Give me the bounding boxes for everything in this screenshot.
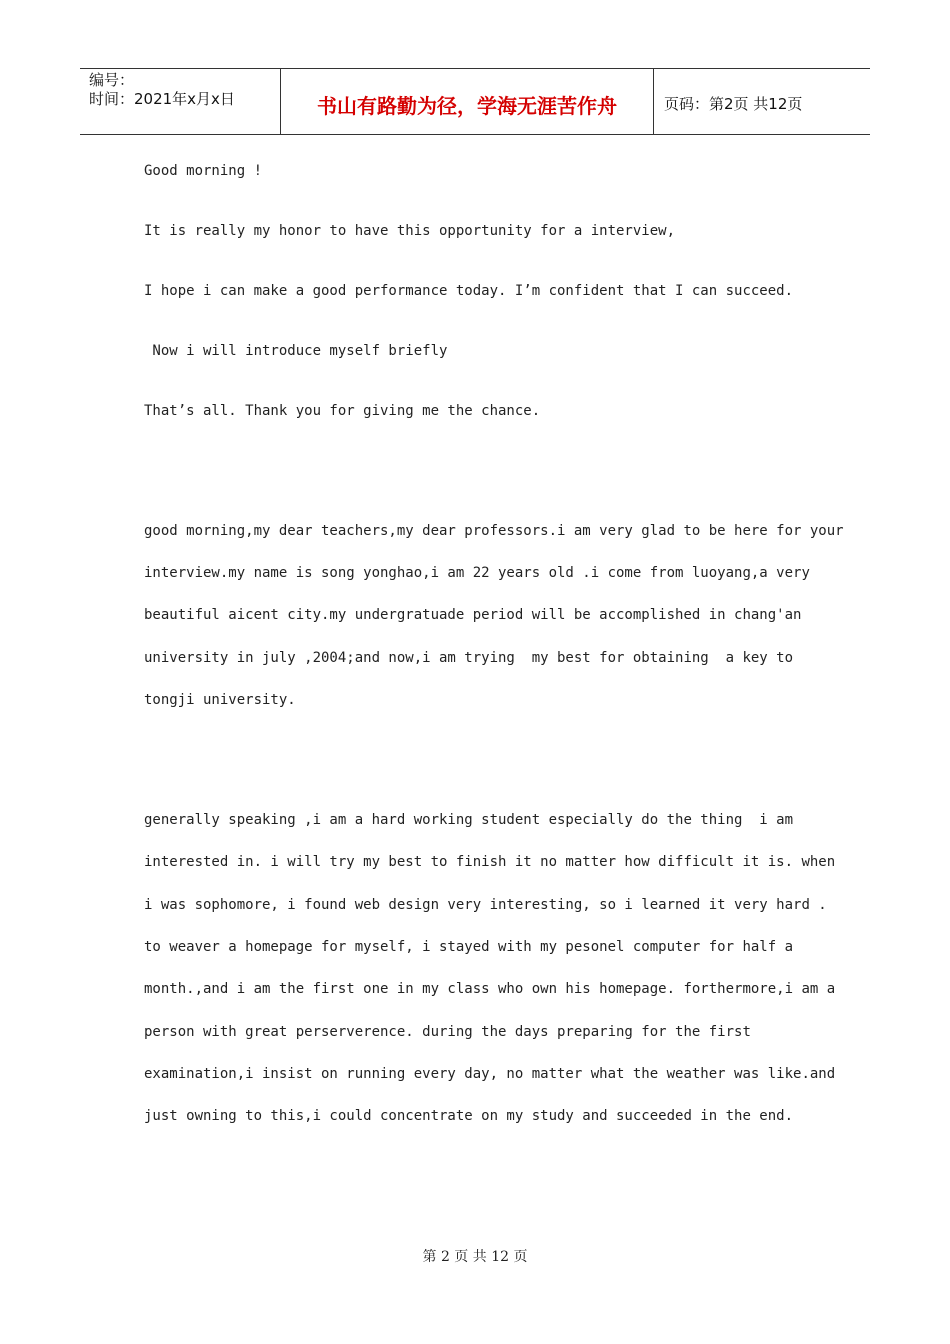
text-line: person with great perserverence. during the days preparing for the first	[144, 1024, 751, 1040]
page-header	[80, 68, 870, 135]
header-meta-cell	[80, 69, 281, 134]
header-page-info: 页码：第2页 共12页	[664, 95, 803, 113]
page-footer: 第 2 页 共 12 页	[422, 1249, 528, 1265]
text-line: month.,and i am the first one in my class who own his homepage. forthermore,i am a	[144, 981, 836, 997]
text-line: examination,i insist on running every day, no matter what the weather was like.and	[144, 1066, 836, 1082]
text-line: generally speaking ,i am a hard working student especially do the thing i am	[144, 812, 794, 828]
text-line: interested in. i will try my best to finish it no matter how difficult it is. when	[144, 854, 836, 870]
text-line: i was sophomore, i found web design very interesting, so i learned it very hard .	[144, 897, 827, 913]
text-line: Good morning !	[144, 163, 263, 179]
text-line: just owning to this,i could concentrate on my study and succeeded in the end.	[144, 1108, 794, 1124]
text-line: Now i will introduce myself briefly	[144, 343, 448, 359]
text-line: university in july ,2004;and now,i am trying my best for obtaining a key to	[144, 650, 794, 666]
text-line: interview.my name is song yonghao,i am 22 years old .i come from luoyang,a very	[144, 565, 810, 581]
text-line: tongji university.	[144, 692, 296, 708]
text-line: I hope i can make a good performance today. I’m confident that I can succeed.	[144, 283, 794, 299]
text-line: That’s all. Thank you for giving me the chance.	[144, 403, 541, 419]
document-time-label: 时间：2021年x月x日	[89, 90, 235, 108]
text-line: It is really my honor to have this opportunity for a interview,	[144, 223, 676, 239]
text-line: good morning,my dear teachers,my dear professors.i am very glad to be here for your	[144, 523, 844, 539]
text-line: beautiful aicent city.my undergratuade period will be accomplished in chang'an	[144, 607, 802, 623]
header-motto: 书山有路勤为径，学海无涯苦作舟	[281, 69, 654, 134]
text-line: to weaver a homepage for myself, i stayed with my pesonel computer for half a	[144, 939, 794, 955]
document-number-label: 编号：	[89, 71, 135, 89]
